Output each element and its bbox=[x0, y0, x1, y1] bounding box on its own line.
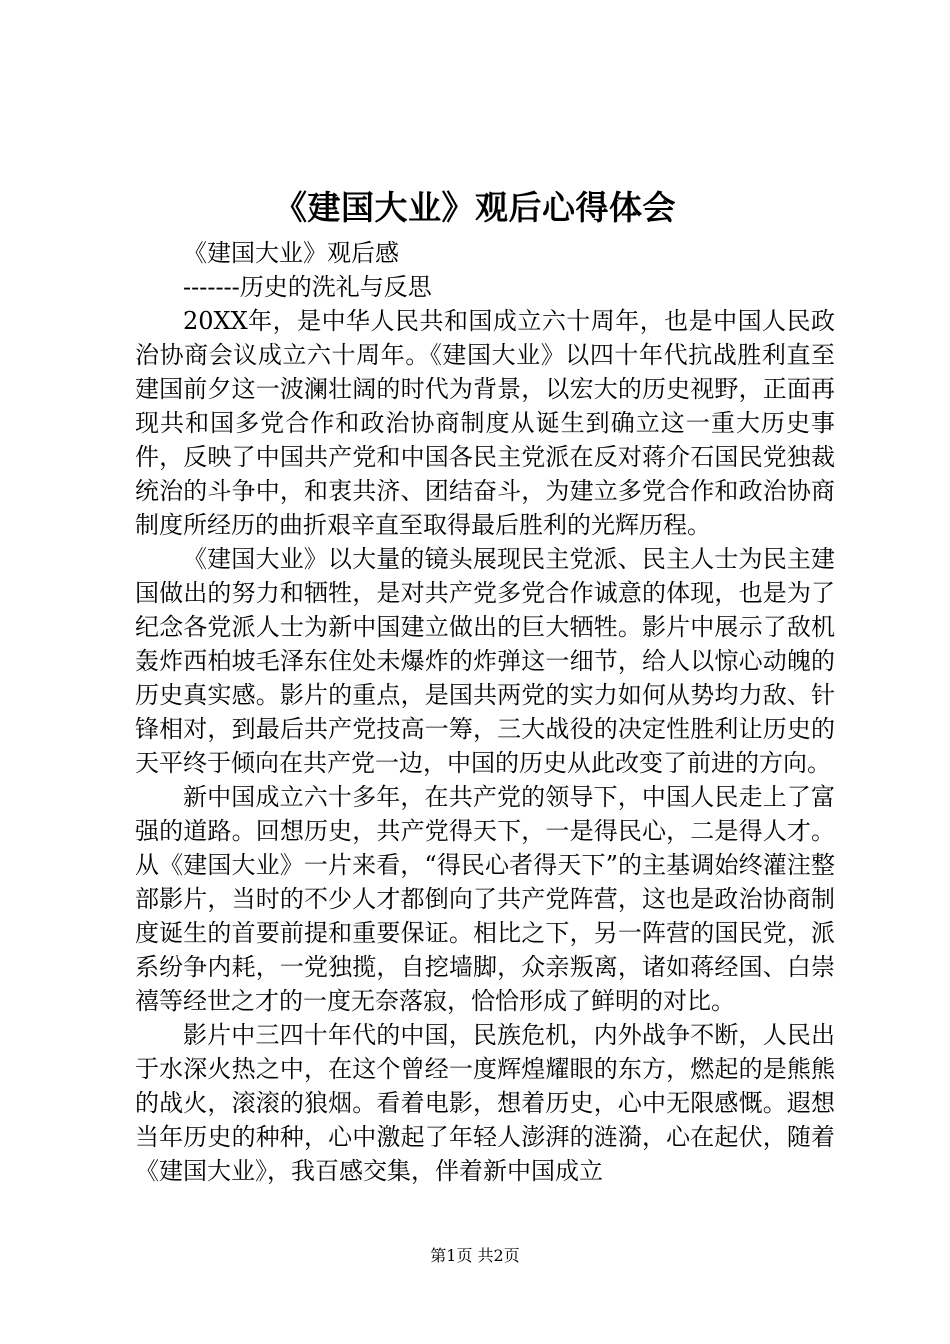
subheading-line: -------历史的洗礼与反思 bbox=[183, 273, 432, 301]
paragraph-4: 影片中三四十年代的中国，民族危机，内外战争不断，人民出于水深火热之中，在这个曾经一度辉煌耀眼的东方，燃起的是熊熊的战火，滚滚的狼烟。看着电影，想着历史，心中无限感慨。遐想当年历史的种种，心中激起了年轻人澎湃的涟漪，心在起伏，随着《建国大业》，我百感交集，伴着新中国成立 bbox=[135, 1021, 835, 1185]
paragraph-2: 《建国大业》以大量的镜头展现民主党派、民主人士为民主建国做出的努力和牺牲，是对共产党多党合作诚意的体现，也是为了纪念各党派人士为新中国建立做出的巨大牺牲。影片中展示了敌机轰炸西柏坡毛泽东住处未爆炸的炸弹这一细节，给人以惊心动魄的历史真实感。影片的重点，是国共两党的实力如何从势均力敌、针锋相对，到最后共产党技高一筹，三大战役的决定性胜利让历史的天平终于倾向在共产党一边，中国的历史从此改变了前进的方向。 bbox=[135, 545, 835, 777]
subtitle-line: 《建国大业》观后感 bbox=[183, 239, 399, 267]
document-body bbox=[135, 236, 835, 1188]
paragraph-3: 新中国成立六十多年，在共产党的领导下，中国人民走上了富强的道路。回想历史，共产党得天下，一是得民心，二是得人才。从《建国大业》一片来看，“得民心者得天下”的主基调始终灌注整部影片，当时的不少人才都倒向了共产党阵营，这也是政治协商制度诞生的首要前提和重要保证。相比之下，另一阵营的国民党，派系纷争内耗，一党独揽，自挖墙脚，众亲叛离，诸如蒋经国、白崇禧等经世之才的一度无奈落寂，恰恰形成了鲜明的对比。 bbox=[135, 783, 835, 1015]
paragraph-1: 20XX年，是中华人民共和国成立六十周年，也是中国人民政治协商会议成立六十周年。《建国大业》以四十年代抗战胜利直至建国前夕这一波澜壮阔的时代为背景，以宏大的历史视野，正面再现共和国多党合作和政治协商制度从诞生到确立这一重大历史事件，反映了中国共产党和中国各民主党派在反对蒋介石国民党独裁统治的斗争中，和衷共济、团结奋斗，为建立多党合作和政治协商制度所经历的曲折艰辛直至取得最后胜利的光辉历程。 bbox=[135, 307, 835, 539]
document-title: 《建国大业》观后心得体会 bbox=[274, 188, 676, 227]
page-footer: 第1页 共2页 bbox=[430, 1246, 520, 1265]
